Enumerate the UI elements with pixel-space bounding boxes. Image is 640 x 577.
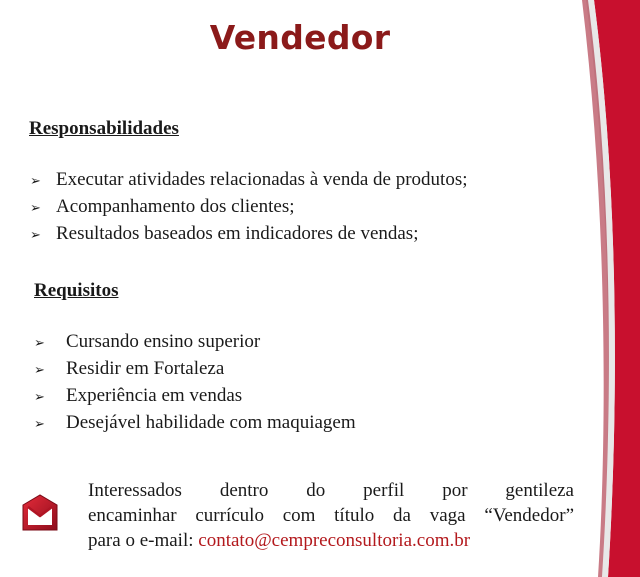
- list-item-text: Executar atividades relacionadas à venda de produtos;: [56, 169, 468, 190]
- page-title: Vendedor: [209, 18, 391, 57]
- contact-line-3-prefix: para o e-mail:: [88, 530, 199, 551]
- list-item-text: Experiência em vendas: [66, 385, 243, 406]
- list-item-text: Acompanhamento dos clientes;: [56, 196, 295, 217]
- list-item: [34, 329, 356, 356]
- contact-email-link[interactable]: contato@cempreconsultoria.com.br: [198, 530, 471, 551]
- arrow-bullet-icon: ➢: [30, 174, 41, 189]
- arrow-bullet-icon: ➢: [30, 228, 41, 243]
- list-item: [34, 410, 356, 437]
- red-ribbon-decoration: [580, 0, 640, 577]
- contact-line-1: Interessados dentro do perfil por gentileza: [88, 480, 574, 501]
- mail-icon: [22, 494, 58, 532]
- list-item: [34, 356, 356, 383]
- list-item: [30, 167, 468, 194]
- list-item: [34, 383, 356, 410]
- responsibilities-list: [30, 167, 468, 248]
- arrow-bullet-icon: ➢: [30, 201, 41, 216]
- list-item-text: Desejável habilidade com maquiagem: [66, 412, 356, 433]
- list-item: [30, 221, 468, 248]
- requirements-list: [34, 329, 356, 437]
- responsibilities-heading: Responsabilidades: [29, 118, 179, 139]
- list-item: [30, 194, 468, 221]
- list-item-text: Resultados baseados em indicadores de vendas;: [56, 223, 419, 244]
- contact-line-2: encaminhar currículo com título da vaga “Vendedor”: [88, 505, 574, 526]
- arrow-bullet-icon: ➢: [34, 363, 45, 378]
- contact-line-3: [88, 528, 574, 553]
- requirements-heading: Requisitos: [34, 280, 119, 301]
- list-item-text: Residir em Fortaleza: [66, 358, 225, 379]
- arrow-bullet-icon: ➢: [34, 390, 45, 405]
- contact-paragraph: [88, 478, 574, 553]
- list-item-text: Cursando ensino superior: [66, 331, 261, 352]
- arrow-bullet-icon: ➢: [34, 417, 45, 432]
- arrow-bullet-icon: ➢: [34, 336, 45, 351]
